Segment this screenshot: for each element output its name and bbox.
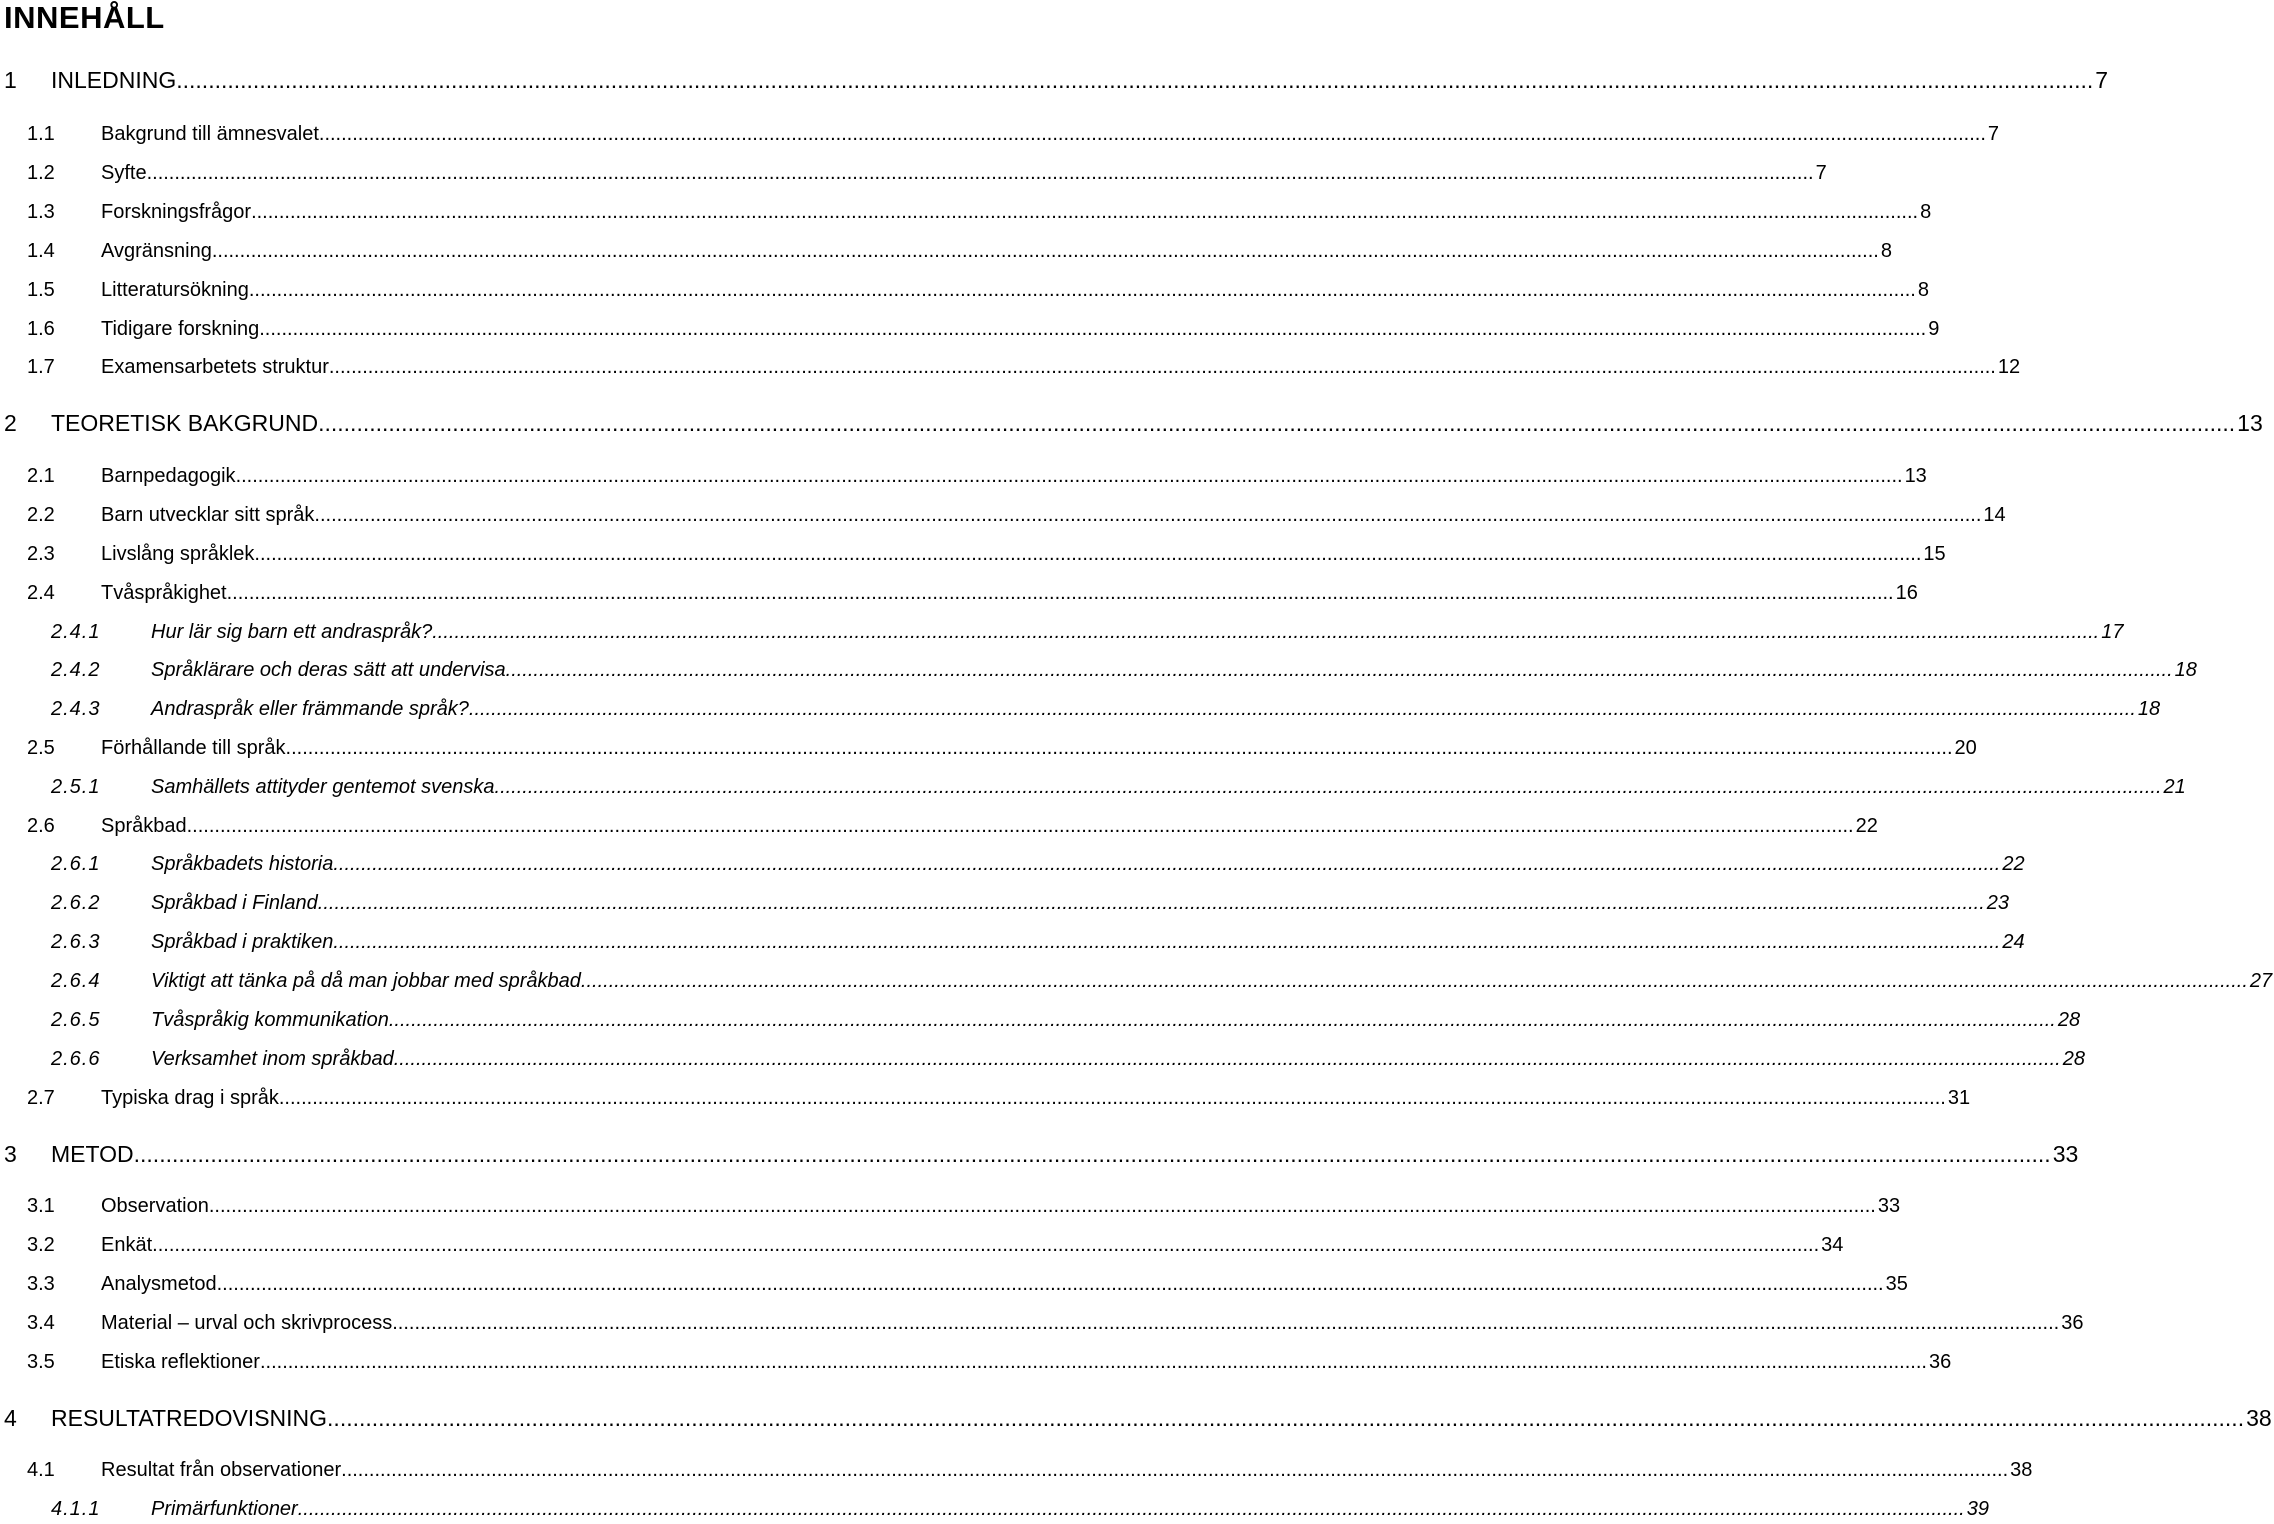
toc-entry-number: 2.6.5 [51,1009,101,1031]
toc-entry-title: Bakgrund till ämnesvalet [101,123,319,145]
dot-leader: ............................................................................................................................................................................................................................................................................................................ [314,504,1982,526]
toc-entry-3-5[interactable] [0,1351,1952,1377]
toc-entry-title: Forskningsfrågor [101,201,252,223]
dot-leader: ............................................................................................................................................................................................................................................................................................................ [211,240,1879,262]
toc-entry-number: 2.5 [27,737,55,759]
toc-entry-title: Livslång språklek [101,543,255,565]
toc-entry-title: Examensarbetets struktur [101,356,329,378]
toc-entry-3[interactable] [0,1141,2079,1167]
dot-leader: ............................................................................................................................................................................................................................................................................................................ [341,1459,2009,1481]
dot-leader: ............................................................................................................................................................................................................................................................................................................ [146,162,1814,184]
toc-entry-2-6-1[interactable] [0,853,2025,879]
toc-entry-title: RESULTATREDOVISNING [51,1405,328,1431]
toc-entry-page: 23 [1986,892,2010,914]
toc-entry-number: 2.6.4 [51,970,101,992]
toc-entry-title: Viktigt att tänka på då man jobbar med språkbad [151,970,581,992]
toc-entry-page: 7 [1987,123,2000,145]
dot-leader: ............................................................................................................................................................................................................................................................................................................ [505,659,2173,681]
toc-entry-1-3[interactable] [0,201,1932,227]
toc-entry-page: 18 [2137,698,2161,720]
toc-entry-1-2[interactable] [0,162,1827,188]
toc-entry-2-6-3[interactable] [0,931,2025,957]
dot-leader: ............................................................................................................................................................................................................................................................................................................ [317,892,1985,914]
toc-entry-1-5[interactable] [0,279,1929,305]
dot-leader: ............................................................................................................................................................................................................................................................................................................ [388,1009,2056,1031]
toc-entry-title: Förhållande till språk [101,737,286,759]
toc-entry-number: 2.6.3 [51,931,101,953]
toc-entry-1-7[interactable] [0,356,2021,382]
toc-entry-number: 3.3 [27,1273,55,1295]
toc-entry-4-1[interactable] [0,1459,2033,1485]
toc-entry-title: Tidigare forskning [101,318,260,340]
toc-entry-2-6-5[interactable] [0,1009,2081,1035]
toc-entry-number: 3 [4,1141,17,1167]
toc-entry-title: Samhällets attityder gentemot svenska [151,776,495,798]
toc-entry-page: 15 [1923,543,1946,565]
toc-entry-title: Avgränsning [101,240,212,262]
toc-entry-number: 2.4.2 [51,659,101,681]
toc-entry-2-4-1[interactable] [0,621,2124,647]
toc-entry-number: 2.4.3 [51,698,101,720]
toc-entry-title: Barnpedagogik [101,465,236,487]
toc-entry-title: Språklärare och deras sätt att undervisa [151,659,506,681]
toc-entry-2-6[interactable] [0,815,1878,841]
toc-entry-number: 2.6.2 [51,892,101,914]
dot-leader: ............................................................................................................................................................................................................................................................................................................ [226,582,1894,604]
toc-entry-title: TEORETISK BAKGRUND [51,410,319,436]
toc-entry-page: 28 [2062,1048,2085,1070]
toc-entry-number: 1.4 [27,240,55,262]
toc-entry-number: 2 [4,410,17,436]
dot-leader: ............................................................................................................................................................................................................................................................................................................ [208,1195,1876,1217]
toc-entry-3-4[interactable] [0,1312,2084,1338]
toc-entry-page: 35 [1885,1273,1908,1295]
toc-entry-4[interactable] [0,1405,2272,1431]
toc-entry-number: 2.3 [27,543,55,565]
toc-entry-title: Språkbad i praktiken [151,931,334,953]
toc-entry-3-3[interactable] [0,1273,1908,1299]
toc-entry-page: 38 [2246,1405,2272,1431]
dot-leader: ............................................................................................................................................................................................................................................................................................................ [251,201,1919,223]
dot-leader: ............................................................................................................................................................................................................................................................................................................ [235,465,1903,487]
dot-leader: ............................................................................................................................................................................................................................................................................................................ [392,1312,2060,1334]
dot-leader: ............................................................................................................................................................................................................................................................................................................ [468,698,2136,720]
toc-entry-page: 36 [2061,1312,2084,1334]
toc-entry-number: 2.2 [27,504,55,526]
toc-entry-2-4-2[interactable] [0,659,2197,685]
toc-entry-number: 3.2 [27,1234,55,1256]
toc-entry-2-6-6[interactable] [0,1048,2085,1074]
toc-heading: INNEHÅLL [4,0,165,35]
toc-entry-number: 2.6 [27,815,55,837]
dot-leader: ............................................................................................................................................................................................................................................................................................................ [152,1234,1820,1256]
dot-leader: ............................................................................................................................................................................................................................................................................................................ [333,853,2001,875]
toc-entry-page: 31 [1947,1087,1971,1109]
toc-entry-number: 1.1 [27,123,55,145]
toc-entry-2-4[interactable] [0,582,1918,608]
toc-entry-page: 27 [2249,970,2273,992]
toc-entry-page: 8 [1917,279,1929,301]
toc-entry-page: 18 [2174,659,2197,681]
toc-entry-number: 4.1.1 [51,1498,101,1520]
toc-entry-number: 1.5 [27,279,55,301]
dot-leader: ............................................................................................................................................................................................................................................................................................................ [432,621,2100,643]
toc-entry-page: 34 [1821,1234,1844,1256]
dot-leader: ............................................................................................................................................................................................................................................................................................................ [278,1087,1946,1109]
toc-entry-1-4[interactable] [0,240,1892,266]
toc-entry-2-6-4[interactable] [0,970,2273,996]
toc-entry-number: 4.1 [27,1459,55,1481]
toc-entry-2-2[interactable] [0,504,2006,530]
toc-entry-title: Observation [101,1195,209,1217]
toc-entry-2-7[interactable] [0,1087,1971,1113]
dot-leader: ............................................................................................................................................................................................................................................................................................................ [133,1141,2051,1167]
toc-entry-title: Syfte [101,162,147,184]
toc-entry-title: Språkbad [101,815,187,837]
toc-entry-title: Typiska drag i språk [101,1087,279,1109]
toc-entry-1-1[interactable] [0,123,2000,149]
toc-entry-2-6-2[interactable] [0,892,2010,918]
toc-entry-2-1[interactable] [0,465,1927,491]
dot-leader: ............................................................................................................................................................................................................................................................................................................ [285,737,1953,759]
dot-leader: ............................................................................................................................................................................................................................................................................................................ [248,279,1916,301]
toc-entry-title: INLEDNING [51,67,177,93]
toc-entry-2-5-1[interactable] [0,776,2186,802]
toc-entry-title: Material – urval och skrivprocess [101,1312,393,1334]
toc-entry-3-1[interactable] [0,1195,1901,1221]
toc-entry-page: 12 [1997,356,2021,378]
toc-entry-page: 8 [1880,240,1892,262]
toc-entry-title: Språkbad i Finland [151,892,318,914]
toc-entry-page: 28 [2057,1009,2081,1031]
toc-entry-number: 2.1 [27,465,55,487]
toc-entry-number: 1 [4,67,17,93]
toc-entry-title: Litteratursökning [101,279,249,301]
dot-leader: ............................................................................................................................................................................................................................................................................................................ [254,543,1922,565]
dot-leader: ............................................................................................................................................................................................................................................................................................................ [259,318,1927,340]
toc-entry-title: METOD [51,1141,134,1167]
toc-entry-page: 13 [1904,465,1927,487]
toc-entry-number: 2.5.1 [51,776,101,798]
toc-entry-page: 21 [2163,776,2186,798]
toc-entry-3-2[interactable] [0,1234,1844,1260]
toc-entry-page: 22 [1855,815,1878,837]
dot-leader: ............................................................................................................................................................................................................................................................................................................ [318,410,2236,436]
toc-entry-page: 33 [1877,1195,1901,1217]
toc-entry-number: 4 [4,1405,17,1431]
toc-entry-page: 14 [1983,504,2006,526]
toc-entry-page: 9 [1928,318,1940,340]
toc-entry-number: 3.4 [27,1312,55,1334]
toc-entry-2-5[interactable] [0,737,1977,763]
toc-entry-title: Etiska reflektioner [101,1351,260,1373]
toc-entry-number: 3.5 [27,1351,55,1373]
toc-entry-page: 20 [1954,737,1977,759]
toc-entry-title: Primärfunktioner [151,1498,298,1520]
toc-entry-page: 8 [1920,201,1932,223]
toc-entry-page: 39 [1966,1498,1989,1520]
toc-entry-number: 1.6 [27,318,55,340]
toc-entry-page: 24 [2002,931,2025,953]
dot-leader: ............................................................................................................................................................................................................................................................................................................ [580,970,2248,992]
toc-entry-page: 7 [1815,162,1827,184]
toc-entry-page: 7 [2095,67,2109,93]
toc-entry-title: Hur lär sig barn ett andraspråk? [151,621,433,643]
toc-entry-2-3[interactable] [0,543,1946,569]
dot-leader: ............................................................................................................................................................................................................................................................................................................ [393,1048,2061,1070]
toc-entry-title: Enkät [101,1234,153,1256]
dot-leader: ............................................................................................................................................................................................................................................................................................................ [259,1351,1927,1373]
toc-entry-number: 2.6.6 [51,1048,101,1070]
toc-entry-page: 16 [1895,582,1918,604]
toc-entry-number: 2.4.1 [51,621,101,643]
toc-entry-title: Barn utvecklar sitt språk [101,504,315,526]
dot-leader: ............................................................................................................................................................................................................................................................................................................ [328,356,1996,378]
dot-leader: ............................................................................................................................................................................................................................................................................................................ [216,1273,1884,1295]
toc-entry-page: 22 [2002,853,2025,875]
toc-entry-title: Resultat från observationer [101,1459,342,1481]
toc-entry-4-1-1[interactable] [0,1498,1989,1524]
dot-leader: ............................................................................................................................................................................................................................................................................................................ [186,815,1854,837]
toc-entry-title: Verksamhet inom språkbad [151,1048,394,1070]
toc-entry-title: Tvåspråkig kommunikation [151,1009,389,1031]
toc-entry-page: 36 [1928,1351,1952,1373]
toc-entry-page: 38 [2010,1459,2033,1481]
toc-entry-page: 13 [2237,410,2263,436]
toc-entry-number: 2.7 [27,1087,55,1109]
dot-leader: ............................................................................................................................................................................................................................................................................................................ [494,776,2162,798]
dot-leader: ............................................................................................................................................................................................................................................................................................................ [318,123,1986,145]
dot-leader: ............................................................................................................................................................................................................................................................................................................ [327,1405,2245,1431]
toc-entry-1-6[interactable] [0,318,1940,344]
dot-leader: ............................................................................................................................................................................................................................................................................................................ [176,67,2094,93]
toc-entry-number: 1.7 [27,356,55,378]
toc-entry-title: Analysmetod [101,1273,217,1295]
toc-entry-title: Tvåspråkighet [101,582,227,604]
toc-entry-number: 2.6.1 [51,853,101,875]
toc-entry-2-4-3[interactable] [0,698,2161,724]
toc-entry-number: 2.4 [27,582,55,604]
toc-entry-1[interactable] [0,67,2109,93]
dot-leader: ............................................................................................................................................................................................................................................................................................................ [297,1498,1965,1520]
toc-entry-number: 3.1 [27,1195,55,1217]
toc-entry-page: 17 [2101,621,2124,643]
toc-entry-number: 1.3 [27,201,55,223]
toc-entry-2[interactable] [0,410,2263,436]
toc-entry-number: 1.2 [27,162,55,184]
toc-entry-title: Andraspråk eller främmande språk? [151,698,469,720]
dot-leader: ............................................................................................................................................................................................................................................................................................................ [333,931,2001,953]
toc-entry-title: Språkbadets historia [151,853,334,875]
toc-entry-page: 33 [2052,1141,2079,1167]
